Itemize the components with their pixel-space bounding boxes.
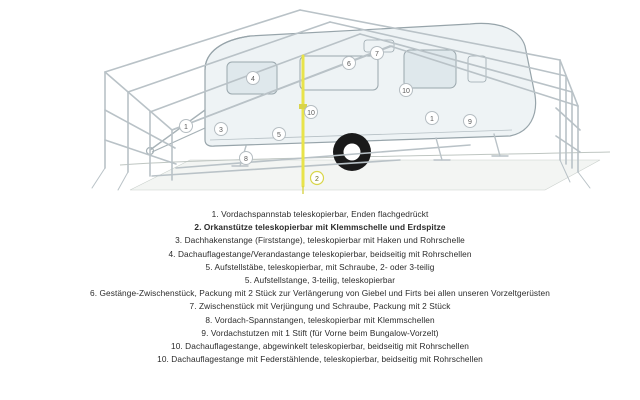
legend-item: 5. Aufstellstäbe, teleskopierbar, mit Schraube, 2- oder 3-teilig [205, 261, 435, 272]
svg-text:8: 8 [244, 155, 248, 163]
marker-2 [311, 172, 324, 185]
svg-text:2: 2 [315, 175, 319, 183]
svg-text:3: 3 [219, 126, 223, 134]
svg-text:5: 5 [277, 131, 281, 139]
svg-text:6: 6 [347, 60, 351, 68]
svg-text:1: 1 [184, 123, 188, 131]
marker-10-left [305, 106, 318, 119]
marker-3 [215, 123, 228, 136]
legend-item: 4. Dachauflagestange/Verandastange teleskopierbar, beidseitig mit Rohrschellen [168, 248, 472, 259]
legend-item: 10. Dachauflagestange, abgewinkelt teleskopierbar, beidseitig mit Rohrschellen [171, 341, 469, 352]
legend-item: 3. Dachhakenstange (Firststange), teleskopierbar mit Haken und Rohrschelle [175, 235, 465, 246]
marker-10-right [400, 84, 413, 97]
marker-9 [464, 115, 477, 128]
legend-item-highlighted: 2. Orkanstütze teleskopierbar mit Klemmschelle und Erdspitze [194, 222, 446, 233]
svg-text:1: 1 [430, 115, 434, 123]
legend-list [0, 208, 640, 366]
legend-item: 5. Aufstellstange, 3-teilig, teleskopierbar [244, 275, 396, 286]
legend-item: 10. Dachauflagestange mit Federstählende, teleskopierbar, beidseitig mit Rohrschellen [157, 354, 483, 365]
legend-item: 9. Vordachstutzen mit 1 Stift (für Vorne beim Bungalow-Vorzelt) [201, 327, 439, 338]
svg-text:9: 9 [468, 118, 472, 126]
svg-text:4: 4 [251, 75, 255, 83]
marker-8 [240, 152, 253, 165]
marker-1-left [180, 120, 193, 133]
svg-text:10: 10 [307, 109, 315, 117]
legend-item: 1. Vordachspannstab teleskopierbar, Enden flachgedrückt [211, 209, 429, 219]
svg-text:7: 7 [375, 50, 379, 58]
caravan-wheel [333, 133, 371, 171]
marker-7 [371, 47, 384, 60]
marker-5 [273, 128, 286, 141]
legend-item: 6. Gestänge-Zwischenstück, Packung mit 2 Stück zur Verlängerung von Giebel und Firts bei allen unseren Vorzeltgerüsten [90, 288, 550, 299]
svg-text:10: 10 [402, 87, 410, 95]
marker-1-right [426, 112, 439, 125]
legend-item: 7. Zwischenstück mit Verjüngung und Schraube, Packung mit 2 Stück [189, 301, 451, 312]
marker-4 [247, 72, 260, 85]
marker-6 [343, 57, 356, 70]
legend-item: 8. Vordach-Spannstangen, teleskopierbar mit Klemmschellen [205, 314, 435, 325]
